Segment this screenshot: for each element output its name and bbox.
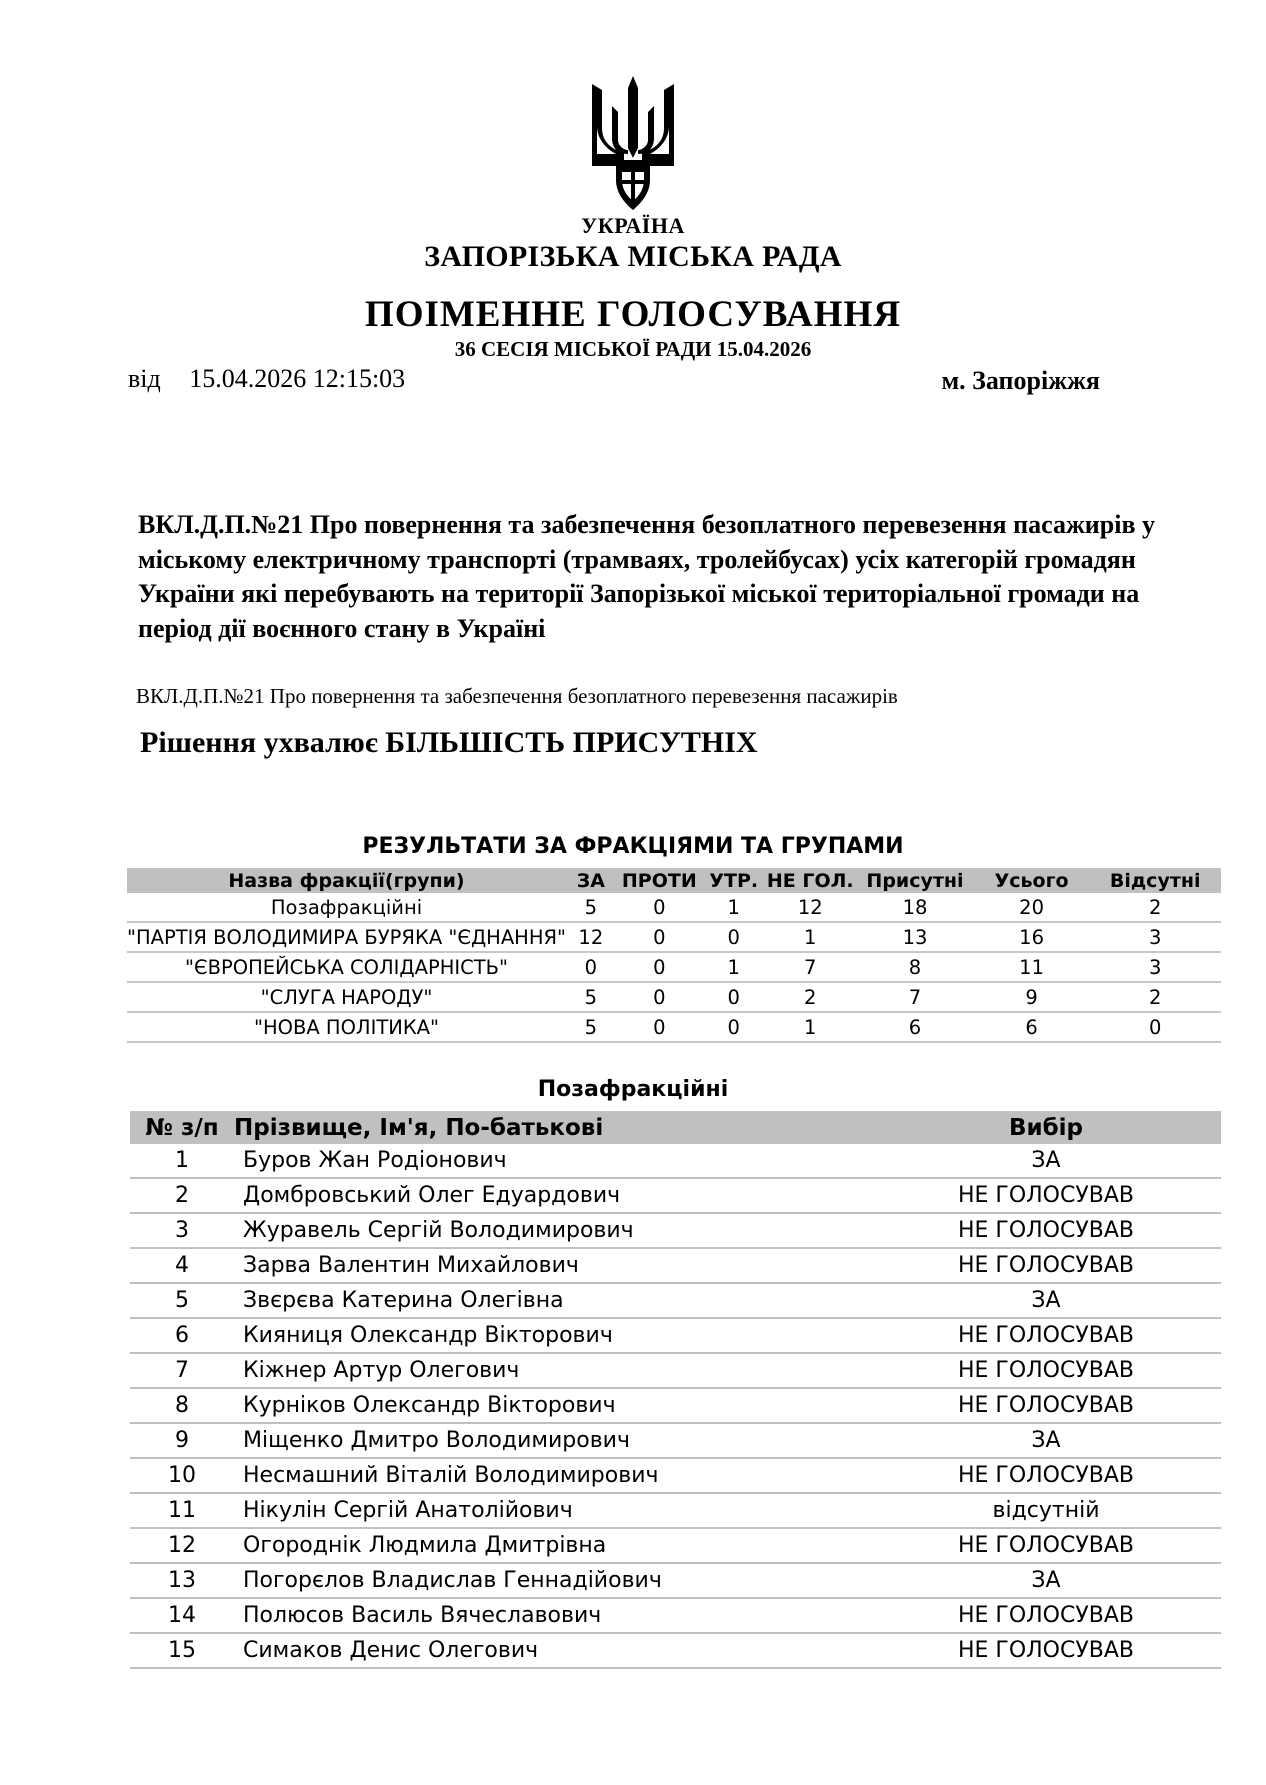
member-vote: НЕ ГОЛОСУВАВ — [871, 1633, 1221, 1668]
member-number: 15 — [130, 1633, 234, 1668]
member-number: 8 — [130, 1388, 234, 1423]
faction-name: "ПАРТІЯ ВОЛОДИМИРА БУРЯКА "ЄДНАННЯ" — [127, 922, 566, 952]
member-number: 1 — [130, 1144, 234, 1178]
present-count: 8 — [856, 952, 974, 982]
total-count: 11 — [974, 952, 1089, 982]
member-vote: відсутній — [871, 1493, 1221, 1528]
col-choice: Вибір — [871, 1111, 1221, 1144]
for-count: 5 — [566, 893, 616, 922]
member-number: 7 — [130, 1353, 234, 1388]
absent-count: 3 — [1089, 952, 1221, 982]
member-vote: НЕ ГОЛОСУВАВ — [871, 1528, 1221, 1563]
member-row — [130, 1318, 1221, 1353]
member-votes-table — [130, 1111, 1221, 1669]
member-number: 5 — [130, 1283, 234, 1318]
member-name: Нікулін Сергій Анатолійович — [234, 1493, 871, 1528]
faction-table-header — [127, 868, 1221, 893]
member-vote: НЕ ГОЛОСУВАВ — [871, 1598, 1221, 1633]
present-count: 7 — [856, 982, 974, 1012]
faction-row — [127, 952, 1221, 982]
col-total: Усього — [974, 868, 1089, 893]
member-vote: НЕ ГОЛОСУВАВ — [871, 1318, 1221, 1353]
against-count: 0 — [616, 893, 703, 922]
agenda-short-title: ВКЛ.Д.П.№21 Про повернення та забезпечення безоплатного перевезення пасажирів — [136, 684, 898, 708]
col-number: № з/п — [130, 1111, 234, 1144]
member-vote: НЕ ГОЛОСУВАВ — [871, 1388, 1221, 1423]
member-name: Погорєлов Владислав Геннадійович — [234, 1563, 871, 1598]
faction-name: "ЄВРОПЕЙСЬКА СОЛІДАРНІСТЬ" — [127, 952, 566, 982]
faction-results-title: РЕЗУЛЬТАТИ ЗА ФРАКЦІЯМИ ТА ГРУПАМИ — [362, 834, 904, 859]
council-name: ЗАПОРІЗЬКА МІСЬКА РАДА — [424, 240, 842, 273]
ukraine-trident-emblem-icon — [588, 76, 678, 211]
member-number: 12 — [130, 1528, 234, 1563]
member-vote: НЕ ГОЛОСУВАВ — [871, 1178, 1221, 1213]
member-row — [130, 1353, 1221, 1388]
member-vote: ЗА — [871, 1283, 1221, 1318]
member-vote: НЕ ГОЛОСУВАВ — [871, 1213, 1221, 1248]
col-present: Присутні — [856, 868, 974, 893]
total-count: 20 — [974, 893, 1089, 922]
col-absent: Відсутні — [1089, 868, 1221, 893]
member-row — [130, 1213, 1221, 1248]
col-against: ПРОТИ — [616, 868, 703, 893]
member-row — [130, 1283, 1221, 1318]
member-row — [130, 1388, 1221, 1423]
abstain-count: 0 — [703, 982, 764, 1012]
member-row — [130, 1178, 1221, 1213]
member-name: Курніков Олександр Вікторович — [234, 1388, 871, 1423]
total-count: 16 — [974, 922, 1089, 952]
member-name: Несмашний Віталій Володимирович — [234, 1458, 871, 1493]
member-vote: НЕ ГОЛОСУВАВ — [871, 1353, 1221, 1388]
col-abstain: УТР. — [703, 868, 764, 893]
member-number: 14 — [130, 1598, 234, 1633]
total-count: 9 — [974, 982, 1089, 1012]
member-name: Кіжнер Артур Олегович — [234, 1353, 871, 1388]
faction-row — [127, 982, 1221, 1012]
member-name: Полюсов Василь Вячеславович — [234, 1598, 871, 1633]
member-number: 2 — [130, 1178, 234, 1213]
faction-name: "СЛУГА НАРОДУ" — [127, 982, 566, 1012]
member-name: Журавель Сергій Володимирович — [234, 1213, 871, 1248]
not-voted-count: 1 — [764, 1012, 856, 1042]
for-count: 12 — [566, 922, 616, 952]
abstain-count: 0 — [703, 922, 764, 952]
member-row — [130, 1528, 1221, 1563]
total-count: 6 — [974, 1012, 1089, 1042]
member-name: Міщенко Дмитро Володимирович — [234, 1423, 871, 1458]
agenda-title: ВКЛ.Д.П.№21 Про повернення та забезпечення безоплатного перевезення пасажирів у міському електричному транспорті (трамваях, тролейбусах) усіх категорій громадян України які перебувають на території Запорізької міської територіальної громади на період дії воєнного стану в Україні — [138, 510, 1156, 643]
member-row — [130, 1423, 1221, 1458]
group-title: Позафракційні — [537, 1077, 729, 1102]
member-row — [130, 1493, 1221, 1528]
not-voted-count: 7 — [764, 952, 856, 982]
member-number: 11 — [130, 1493, 234, 1528]
member-name: Звєрєва Катерина Олегівна — [234, 1283, 871, 1318]
member-number: 9 — [130, 1423, 234, 1458]
faction-row — [127, 1012, 1221, 1042]
abstain-count: 0 — [703, 1012, 764, 1042]
col-full-name: Прізвище, Ім'я, По-батькові — [234, 1111, 871, 1144]
not-voted-count: 12 — [764, 893, 856, 922]
session-info: 36 СЕСІЯ МІСЬКОЇ РАДИ 15.04.2026 — [454, 337, 812, 361]
faction-name: Позафракційні — [127, 893, 566, 922]
document-title: ПОІМЕННЕ ГОЛОСУВАННЯ — [364, 294, 902, 335]
against-count: 0 — [616, 982, 703, 1012]
present-count: 6 — [856, 1012, 974, 1042]
for-count: 5 — [566, 1012, 616, 1042]
member-row — [130, 1598, 1221, 1633]
absent-count: 0 — [1089, 1012, 1221, 1042]
abstain-count: 1 — [703, 952, 764, 982]
against-count: 0 — [616, 1012, 703, 1042]
decision-rule: Рішення ухвалює БІЛЬШІСТЬ ПРИСУТНІХ — [140, 726, 758, 759]
member-row — [130, 1458, 1221, 1493]
absent-count: 2 — [1089, 982, 1221, 1012]
member-name: Домбровський Олег Едуардович — [234, 1178, 871, 1213]
member-number: 13 — [130, 1563, 234, 1598]
member-vote: ЗА — [871, 1144, 1221, 1178]
faction-row — [127, 893, 1221, 922]
city: м. Запоріжжя — [941, 366, 1100, 395]
against-count: 0 — [616, 952, 703, 982]
absent-count: 2 — [1089, 893, 1221, 922]
col-not-voted: НЕ ГОЛ. — [764, 868, 856, 893]
vote-datetime: 15.04.2026 12:15:03 — [189, 364, 406, 393]
date-label: від — [128, 364, 161, 393]
member-row — [130, 1633, 1221, 1668]
member-number: 4 — [130, 1248, 234, 1283]
member-vote: НЕ ГОЛОСУВАВ — [871, 1248, 1221, 1283]
present-count: 13 — [856, 922, 974, 952]
member-name: Буров Жан Родіонович — [234, 1144, 871, 1178]
member-vote: ЗА — [871, 1563, 1221, 1598]
faction-results-table — [127, 868, 1221, 1043]
present-count: 18 — [856, 893, 974, 922]
member-number: 6 — [130, 1318, 234, 1353]
abstain-count: 1 — [703, 893, 764, 922]
col-for: ЗА — [566, 868, 616, 893]
not-voted-count: 1 — [764, 922, 856, 952]
member-row — [130, 1563, 1221, 1598]
for-count: 0 — [566, 952, 616, 982]
member-vote: НЕ ГОЛОСУВАВ — [871, 1458, 1221, 1493]
faction-name: "НОВА ПОЛІТИКА" — [127, 1012, 566, 1042]
member-table-header — [130, 1111, 1221, 1144]
against-count: 0 — [616, 922, 703, 952]
member-name: Огороднік Людмила Дмитрівна — [234, 1528, 871, 1563]
member-name: Кияниця Олександр Вікторович — [234, 1318, 871, 1353]
not-voted-count: 2 — [764, 982, 856, 1012]
for-count: 5 — [566, 982, 616, 1012]
country-name: УКРАЇНА — [581, 213, 685, 238]
member-row — [130, 1144, 1221, 1178]
member-row — [130, 1248, 1221, 1283]
date-line — [128, 364, 405, 394]
member-name: Симаков Денис Олегович — [234, 1633, 871, 1668]
absent-count: 3 — [1089, 922, 1221, 952]
member-name: Зарва Валентин Михайлович — [234, 1248, 871, 1283]
member-vote: ЗА — [871, 1423, 1221, 1458]
member-number: 3 — [130, 1213, 234, 1248]
member-number: 10 — [130, 1458, 234, 1493]
faction-row — [127, 922, 1221, 952]
col-faction-name: Назва фракції(групи) — [127, 868, 566, 893]
